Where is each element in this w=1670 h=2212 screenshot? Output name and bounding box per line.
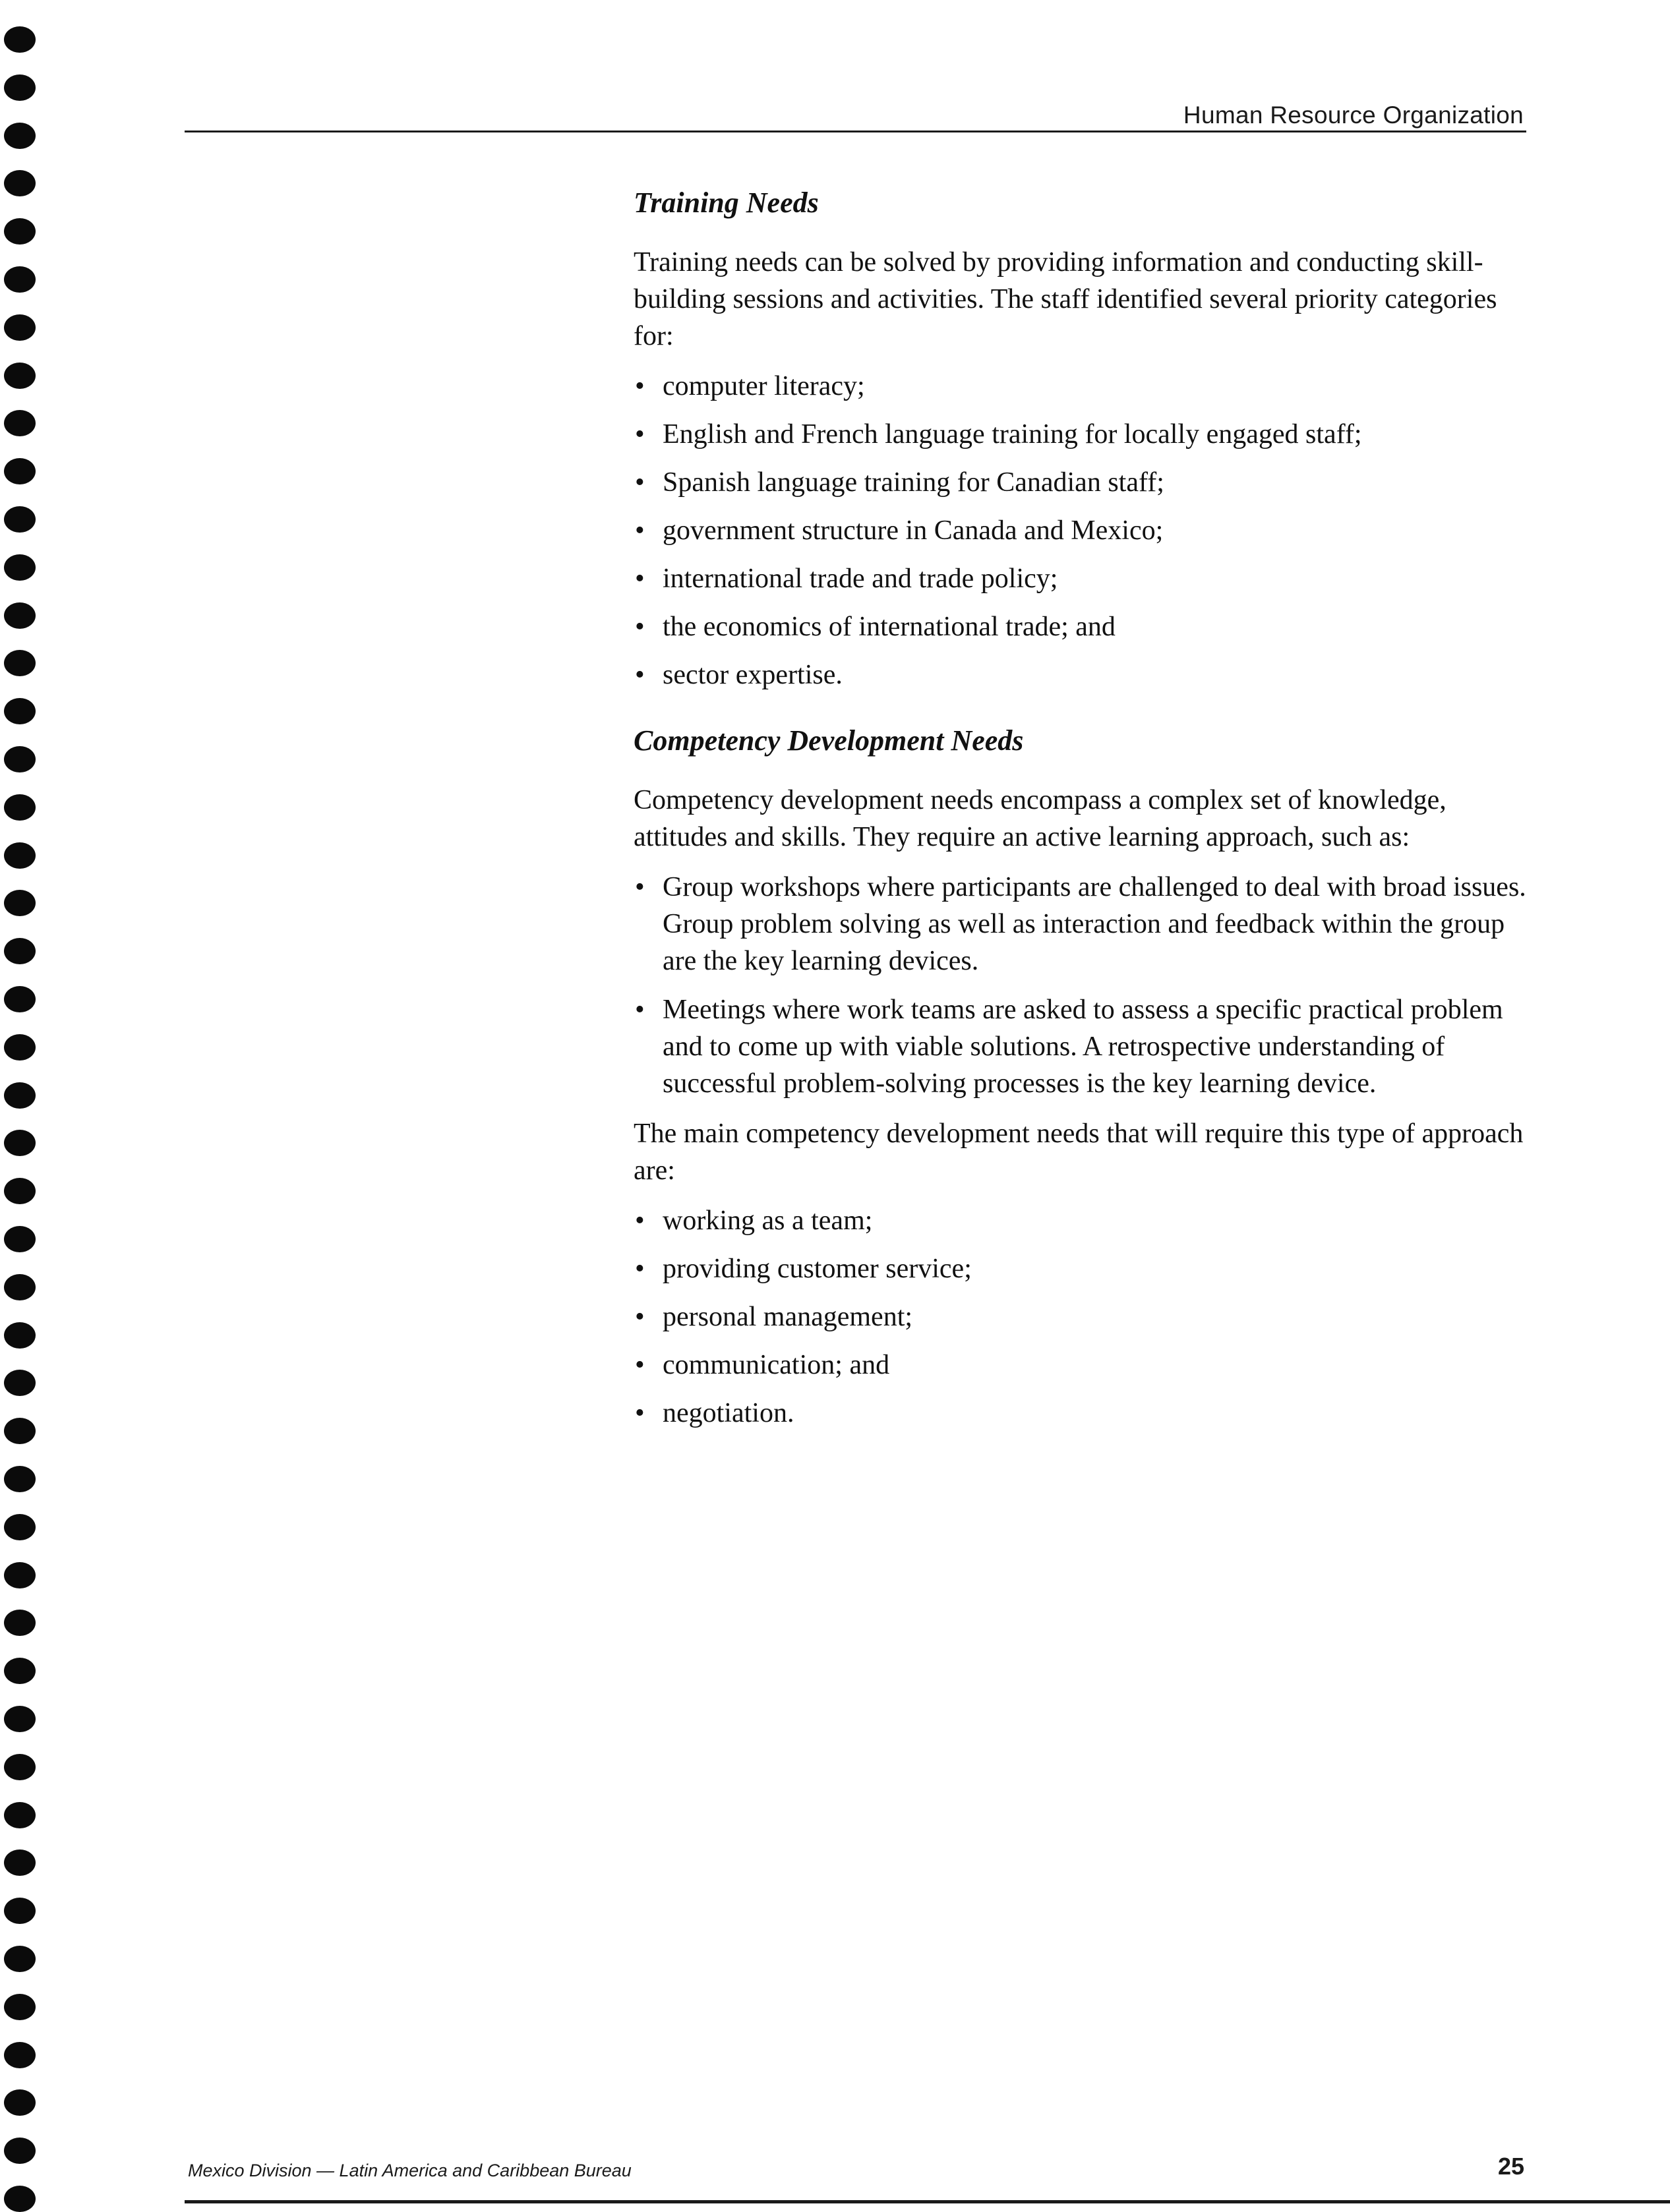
footer-division: Mexico Division — Latin America and Caribbean Bureau	[188, 2161, 632, 2180]
binding-hole	[4, 1514, 36, 1540]
spiral-binding	[0, 26, 41, 2205]
bullet-icon: •	[635, 1254, 645, 1284]
list-item	[634, 368, 1530, 405]
binding-hole	[4, 1130, 36, 1156]
list-item-text: the economics of international trade; and	[663, 612, 1116, 642]
list-item	[634, 1298, 1530, 1335]
list-item-text: English and French language training for locally engaged staff;	[663, 419, 1362, 450]
binding-hole	[4, 554, 36, 581]
binding-hole	[4, 1274, 36, 1300]
main-needs-list	[634, 1202, 1530, 1432]
binding-hole	[4, 842, 36, 869]
list-item	[634, 656, 1530, 693]
binding-hole	[4, 1322, 36, 1349]
list-item-text: personal management;	[663, 1302, 913, 1332]
competency-development-heading: Competency Development Needs	[634, 724, 1024, 757]
competency-intro: Competency development needs encompass a complex set of knowledge, attitudes and skills. They require an active learning approach, such as:	[634, 785, 1446, 852]
binding-hole	[4, 410, 36, 436]
binding-hole	[4, 986, 36, 1012]
list-item	[634, 869, 1530, 979]
list-item-text: computer literacy;	[663, 371, 865, 401]
bullet-icon: •	[635, 564, 645, 594]
binding-hole	[4, 1898, 36, 1924]
bullet-icon: •	[635, 1350, 645, 1380]
binding-hole	[4, 26, 36, 53]
binding-hole	[4, 650, 36, 676]
binding-hole	[4, 938, 36, 964]
binding-hole	[4, 1466, 36, 1492]
list-item	[634, 1250, 1530, 1287]
list-item	[634, 1202, 1530, 1239]
bullet-icon: •	[635, 1206, 645, 1236]
binding-hole	[4, 1849, 36, 1876]
page-number: 25	[1497, 2153, 1524, 2180]
binding-hole	[4, 698, 36, 724]
bullet-icon: •	[635, 612, 645, 642]
binding-hole	[4, 1610, 36, 1636]
list-item	[634, 464, 1530, 501]
binding-hole	[4, 1226, 36, 1252]
binding-hole	[4, 363, 36, 389]
list-item-text: Group workshops where participants are challenged to deal with broad issues. Group problem solving as well as interaction and feedback within the group are the key learning devices.	[663, 872, 1526, 976]
list-item-text: Spanish language training for Canadian staff;	[663, 467, 1164, 498]
binding-hole	[4, 1562, 36, 1588]
binding-hole	[4, 2186, 36, 2212]
binding-hole	[4, 1706, 36, 1732]
binding-hole	[4, 1082, 36, 1109]
bullet-icon: •	[635, 660, 645, 690]
binding-hole	[4, 74, 36, 101]
list-item-text: working as a team;	[663, 1206, 873, 1236]
training-needs-heading: Training Needs	[634, 187, 819, 219]
list-item	[634, 560, 1530, 597]
binding-hole	[4, 1178, 36, 1204]
footer-rule	[185, 2200, 1670, 2203]
binding-hole	[4, 2138, 36, 2164]
binding-hole	[4, 314, 36, 341]
bullet-icon: •	[635, 515, 645, 546]
binding-hole	[4, 1754, 36, 1780]
bullet-icon: •	[635, 872, 645, 902]
list-item-text: negotiation.	[663, 1398, 794, 1428]
list-item	[634, 608, 1530, 645]
training-needs-intro: Training needs can be solved by providing information and conducting skill-building sessions and activities. The staff identified several priority categories for:	[634, 247, 1497, 351]
list-item-text: providing customer service;	[663, 1254, 972, 1284]
binding-hole	[4, 1946, 36, 1972]
main-needs-intro: The main competency development needs that will require this type of approach are:	[634, 1119, 1524, 1186]
list-item-text: government structure in Canada and Mexico;	[663, 515, 1164, 546]
list-item	[634, 991, 1530, 1102]
bullet-icon: •	[635, 1398, 645, 1428]
binding-hole	[4, 794, 36, 821]
binding-hole	[4, 123, 36, 149]
list-item	[634, 416, 1530, 453]
binding-hole	[4, 746, 36, 772]
bullet-icon: •	[635, 467, 645, 498]
binding-hole	[4, 890, 36, 916]
list-item-text: sector expertise.	[663, 660, 843, 690]
binding-hole	[4, 1658, 36, 1684]
binding-hole	[4, 1994, 36, 2020]
page-content	[634, 183, 1530, 1445]
bullet-icon: •	[635, 419, 645, 450]
binding-hole	[4, 2042, 36, 2068]
bullet-icon: •	[635, 1302, 645, 1332]
list-item-text: Meetings where work teams are asked to assess a specific practical problem and to come up with viable solutions. A retrospective understanding of successful problem-solving processes is the key learning device.	[663, 995, 1503, 1099]
header-rule	[185, 131, 1526, 132]
list-item	[634, 1395, 1530, 1432]
list-item	[634, 512, 1530, 549]
binding-hole	[4, 266, 36, 293]
approaches-list	[634, 869, 1530, 1102]
binding-hole	[4, 1034, 36, 1061]
binding-hole	[4, 458, 36, 484]
bullet-icon: •	[635, 995, 645, 1025]
binding-hole	[4, 1802, 36, 1828]
binding-hole	[4, 2089, 36, 2116]
list-item-text: international trade and trade policy;	[663, 564, 1058, 594]
binding-hole	[4, 506, 36, 533]
training-needs-list	[634, 368, 1530, 693]
binding-hole	[4, 218, 36, 245]
running-head: Human Resource Organization	[1183, 102, 1524, 129]
bullet-icon: •	[635, 371, 645, 401]
list-item-text: communication; and	[663, 1350, 890, 1380]
binding-hole	[4, 170, 36, 196]
binding-hole	[4, 1418, 36, 1444]
binding-hole	[4, 602, 36, 629]
binding-hole	[4, 1370, 36, 1396]
list-item	[634, 1347, 1530, 1383]
